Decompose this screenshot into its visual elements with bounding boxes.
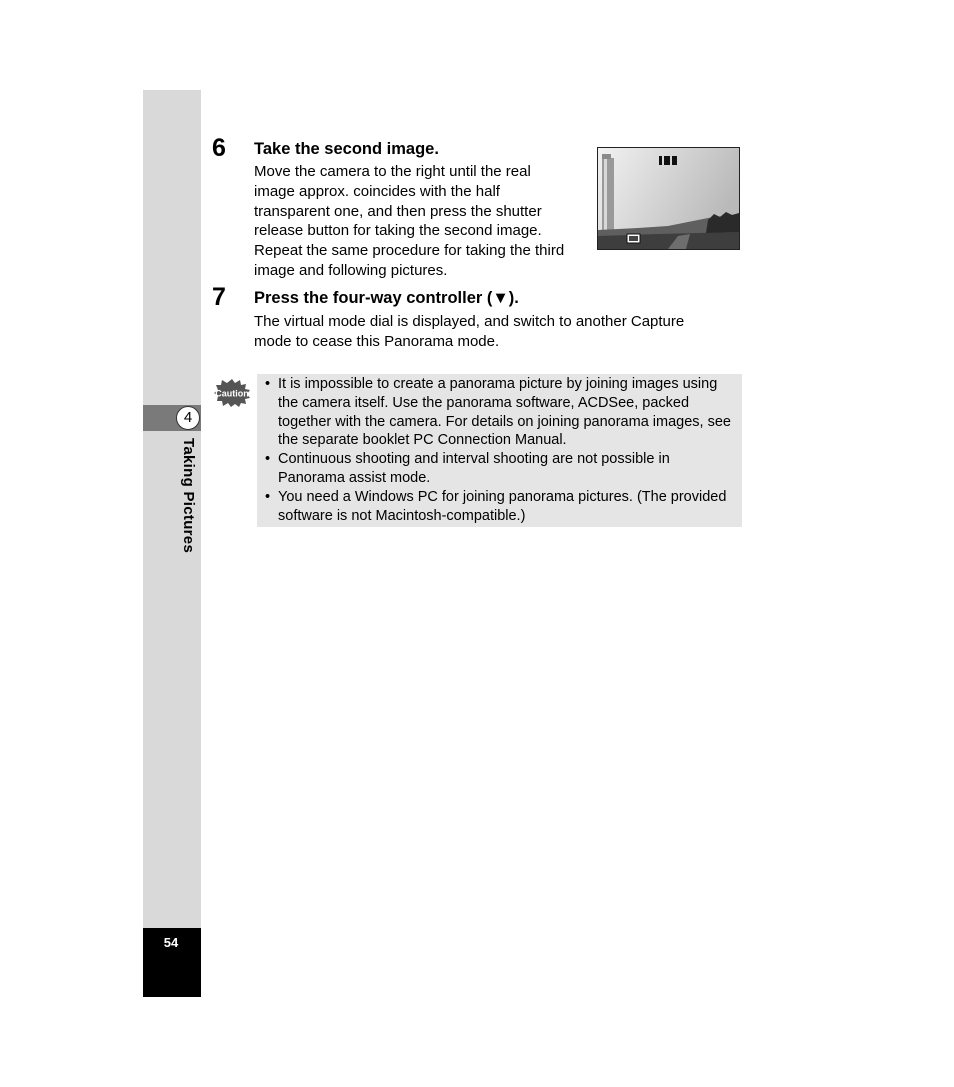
caution-line: software is not Macintosh-compatible.) [278,507,526,524]
camera-screen-image [597,147,740,250]
caution-list [257,375,742,525]
caution-item [257,375,742,450]
caution-item [257,488,742,526]
body-line: transparent one, and then press the shutter [254,202,542,220]
body-line: image approx. coincides with the half [254,182,500,200]
step-title: Take the second image. [254,140,439,158]
body-line: image and following pictures. [254,261,448,279]
body-line: mode to cease this Panorama mode. [254,332,500,350]
caution-item [257,450,742,488]
step-number: 7 [212,283,226,311]
caution-line: It is impossible to create a panorama picture by joining images using [278,376,718,392]
panorama-direction-icon [659,156,677,165]
caution-icon [213,378,251,408]
body-line: Repeat the same procedure for taking the third [254,242,565,260]
step-title: Press the four-way controller (▼). [254,289,519,307]
caution-line: together with the camera. For details on joining panorama images, see [278,413,731,430]
step-number: 6 [212,134,226,162]
page-number: 54 [163,935,179,950]
chapter-title: Taking Pictures [180,438,197,554]
landscape-photo [598,148,739,249]
caution-icon-label: Caution [215,388,249,399]
caution-line: You need a Windows PC for joining panorama pictures. (The provided [278,488,727,505]
bullet: • [265,451,271,468]
step-body [254,162,589,281]
caution-line: Panorama assist mode. [278,469,431,486]
chapter-number: 4 [176,406,200,430]
menu-frame-icon [627,234,640,243]
bullet: • [265,376,271,392]
bullet: • [265,488,271,505]
caution-line: the camera itself. Use the panorama software, ACDSee, packed [278,394,690,411]
caution-line: the separate booklet PC Connection Manual. [278,432,567,449]
page-number-tab [143,928,201,997]
step-body [254,312,744,352]
caution-box [257,374,742,527]
body-line: release button for taking the second image. [254,222,542,240]
body-line: The virtual mode dial is displayed, and switch to another Capture [254,313,685,330]
body-line: Move the camera to the right until the real [254,163,531,180]
caution-line: Continuous shooting and interval shooting are not possible in [278,451,670,468]
